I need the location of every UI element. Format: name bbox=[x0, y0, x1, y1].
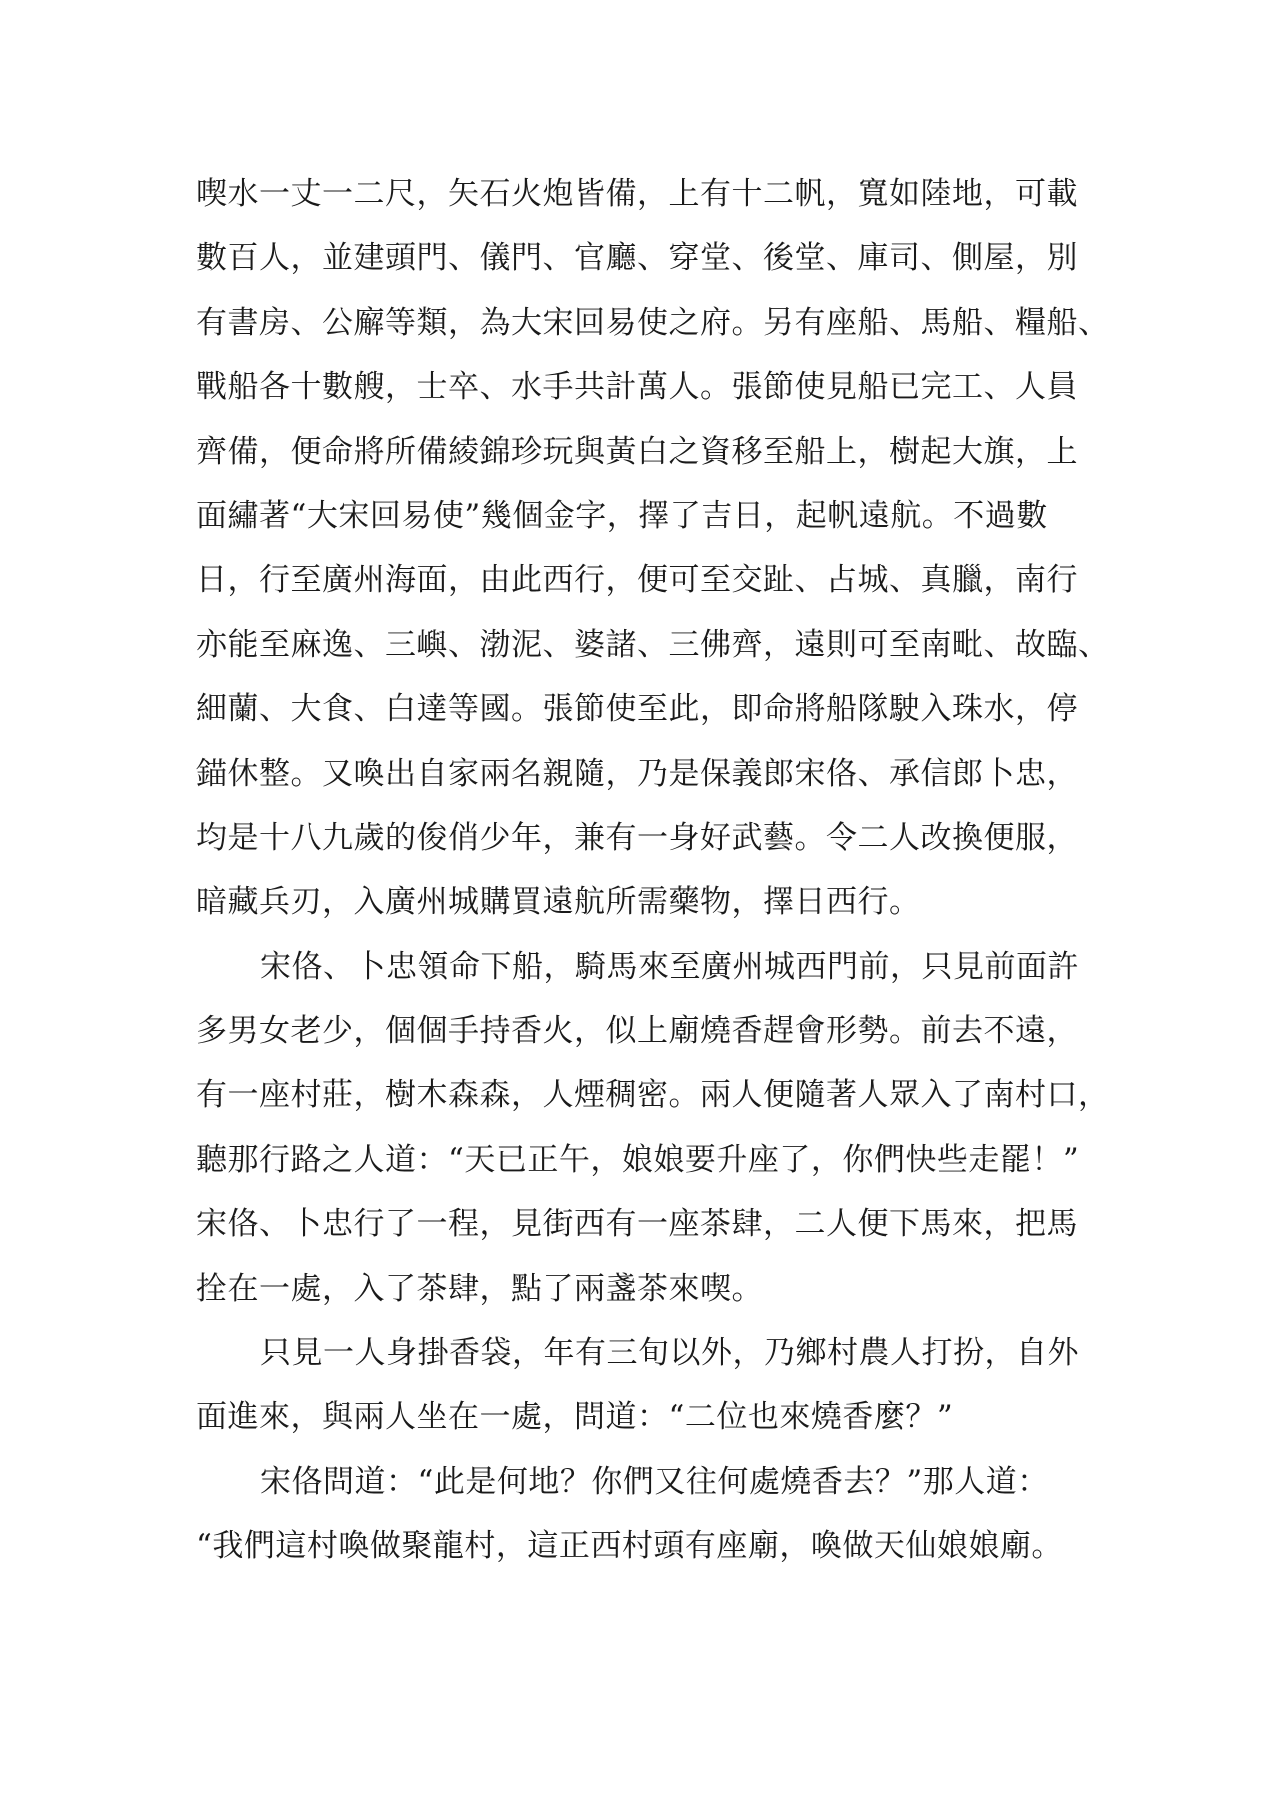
body-text bbox=[196, 162, 1110, 1579]
text-line: 數百人，並建頭門、儀門、官廳、穿堂、後堂、庫司、側屋，別 bbox=[196, 240, 1078, 277]
text-line: 日，行至廣州海面，由此西行，便可至交趾、占城、真臘，南行 bbox=[196, 562, 1078, 599]
text-line: 均是十八九歲的俊俏少年，兼有一身好武藝。令二人改換便服， bbox=[196, 819, 1078, 856]
paragraph-start-line: 宋佫問道：“此是何地？你們又往何處燒香去？”那人道： bbox=[260, 1463, 1049, 1500]
text-line: 面繡著“大宋回易使”幾個金字，擇了吉日，起帆遠航。不過數 bbox=[196, 497, 1048, 534]
text-line: “我們這村喚做聚龍村，這正西村頭有座廟，喚做天仙娘娘廟。 bbox=[196, 1528, 1063, 1565]
text-line: 有書房、公廨等類，為大宋回易使之府。另有座船、馬船、糧船、 bbox=[196, 304, 1110, 341]
text-line: 細蘭、大食、白達等國。張節使至此，即命將船隊駛入珠水，停 bbox=[196, 691, 1078, 728]
paragraph-start-line: 宋佫、卜忠領命下船，騎馬來至廣州城西門前，只見前面許 bbox=[260, 948, 1079, 985]
text-line: 喫水一丈一二尺，矢石火炮皆備，上有十二帆，寬如陸地，可載 bbox=[196, 176, 1078, 212]
text-line: 宋佫、卜忠行了一程，見街西有一座茶肆，二人便下馬來，把馬 bbox=[196, 1206, 1078, 1243]
text-line: 聽那行路之人道：“天已正午，娘娘要升座了，你們快些走罷！” bbox=[196, 1141, 1080, 1178]
text-line: 多男女老少，個個手持香火，似上廟燒香趕會形勢。前去不遠， bbox=[196, 1013, 1078, 1050]
text-line: 有一座村莊，樹木森森，人煙稠密。兩人便隨著人眾入了南村口， bbox=[196, 1077, 1110, 1114]
text-line: 錨休整。又喚出自家兩名親隨，乃是保義郎宋佫、承信郎卜忠， bbox=[196, 755, 1078, 792]
text-line: 戰船各十數艘，士卒、水手共計萬人。張節使見船已完工、人員 bbox=[196, 369, 1078, 406]
text-line: 亦能至麻逸、三嶼、渤泥、婆諸、三佛齊，遠則可至南毗、故臨、 bbox=[196, 626, 1110, 663]
text-line: 拴在一處，入了茶肆，點了兩盞茶來喫。 bbox=[196, 1270, 763, 1307]
text-line: 面進來，與兩人坐在一處，問道：“二位也來燒香麼？” bbox=[196, 1399, 954, 1436]
text-line: 齊備，便命將所備綾錦珍玩與黃白之資移至船上，樹起大旗，上 bbox=[196, 433, 1078, 470]
paragraph-start-line: 只見一人身掛香袋，年有三旬以外，乃鄉村農人打扮，自外 bbox=[260, 1335, 1079, 1372]
text-line: 暗藏兵刃，入廣州城購買遠航所需藥物，擇日西行。 bbox=[196, 884, 921, 921]
